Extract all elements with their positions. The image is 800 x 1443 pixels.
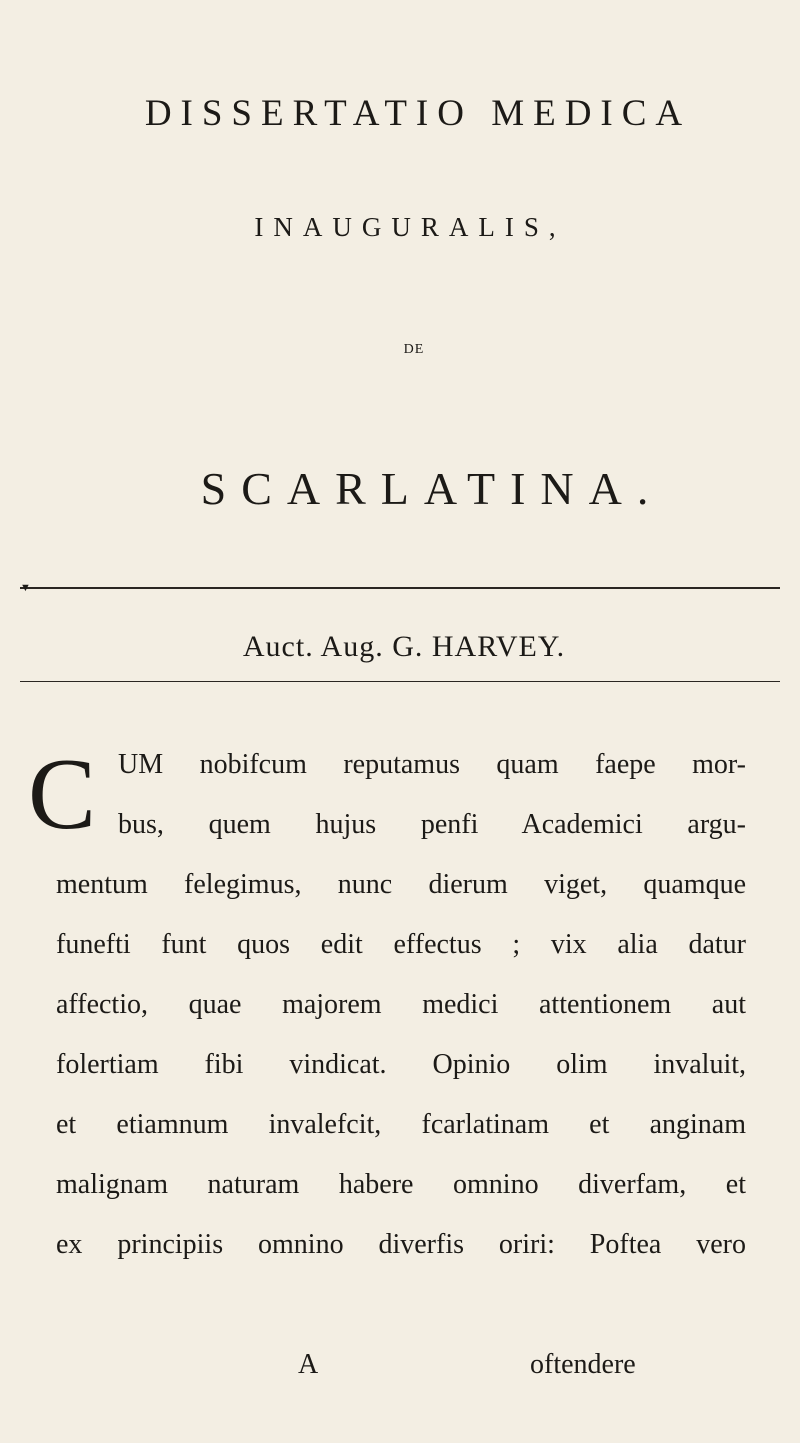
body-line-1: UM nobifcum reputamus quam faepe mor-	[118, 749, 746, 780]
catchword: oftendere	[530, 1349, 636, 1380]
title-dissertatio-medica: DISSERTATIO MEDICA	[144, 93, 692, 134]
title-inauguralis: INAUGURALIS,	[254, 212, 566, 242]
body-line-2: bus, quem hujus penfi Academici argu-	[118, 809, 746, 840]
title-scarlatina: SCARLATINA.	[200, 463, 664, 514]
title-de: DE	[403, 342, 425, 357]
author-line: Auct. Aug. G. HARVEY.	[242, 630, 566, 663]
body-line-8: malignam naturam habere omnino diverfam, et	[56, 1169, 746, 1200]
drop-cap: C	[28, 738, 97, 851]
body-line-7: et etiamnum invalefcit, fcarlatinam et anginam	[56, 1109, 746, 1140]
bottom-rule	[20, 681, 780, 682]
body-line-4: funefti funt quos edit effectus ; vix alia datur	[56, 929, 746, 960]
body-line-5: affectio, quae majorem medici attentionem aut	[56, 989, 746, 1020]
body-line-3: mentum felegimus, nunc dierum viget, quamque	[56, 869, 746, 900]
rule-ornament-icon: ▼	[20, 582, 31, 594]
body-line-9: ex principiis omnino diverfis oriri: Poftea vero	[56, 1229, 746, 1260]
body-line-6: folertiam fibi vindicat. Opinio olim invaluit,	[56, 1049, 746, 1080]
top-rule	[20, 587, 780, 589]
signature-mark: A	[298, 1349, 319, 1380]
